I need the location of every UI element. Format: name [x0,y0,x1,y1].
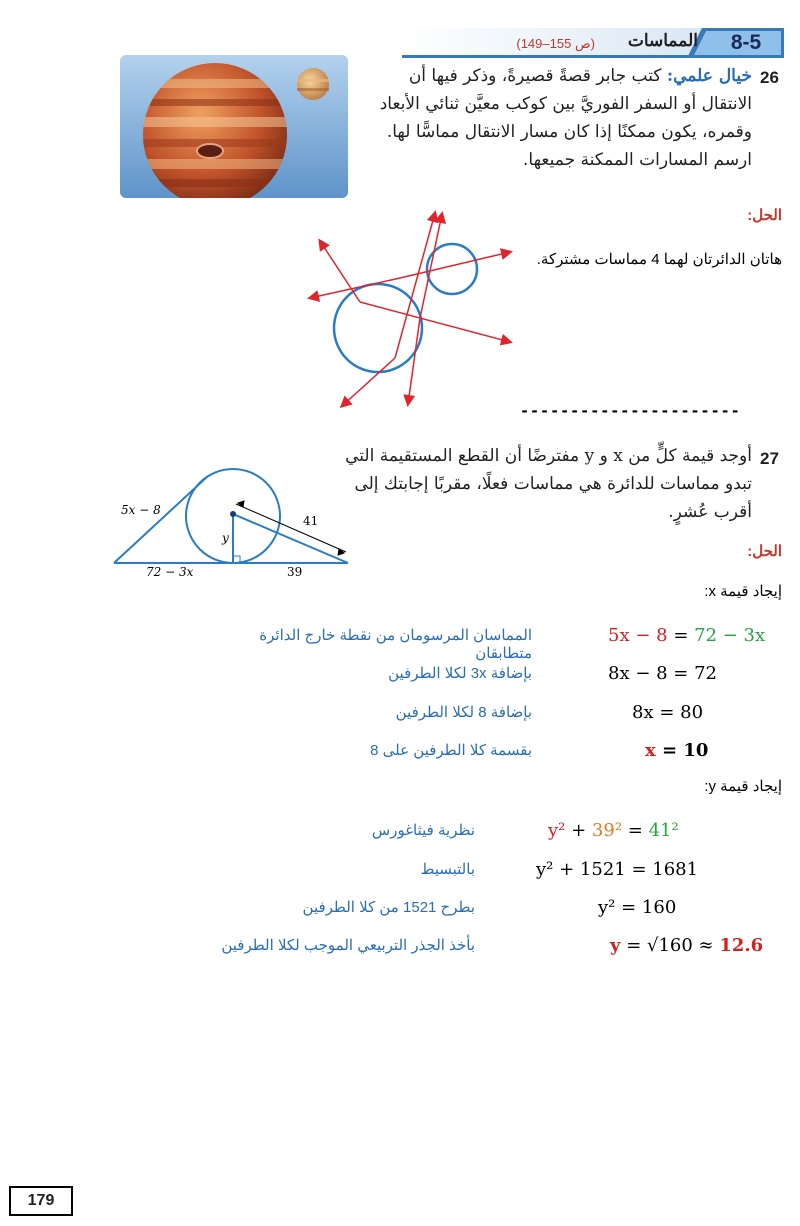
problem-27-line-1: أوجد قيمة كلٍّ من x و y مفترضًا أن القطع المستقيمة التي [345,446,752,466]
problem-27-number: 27 [760,449,779,468]
y-step-4-equation: y = √160 ≈ 12.6 [610,935,764,956]
problem-26-lead: خيال علمي: [666,66,752,86]
x-step-1-reason: المماسان المرسومان من نقطة خارج الدائرة متطابقان [259,627,532,662]
x-step-3-equation: 8x = 80 [632,702,704,723]
find-y-heading: إيجاد قيمة y: [704,778,782,795]
label-41: 41 [303,514,319,528]
problem-27-line-2: تبدو مماسات للدائرة هي مماسات فعلًا، مقربًا إجابتك إلى [354,474,752,494]
large-circle [334,284,422,372]
x-step-3-reason: بإضافة 8 لكلا الطرفين [395,704,532,721]
y-step-2-reason: بالتبسيط [420,861,475,878]
x-step-2-reason: بإضافة 3x لكلا الطرفين [388,665,532,682]
problem-26-line-3: وقمره، يكون ممكنًا إذا كان مسار الانتقال مماسًّا لها. [386,122,752,142]
x-step-1-equation: 5x − 8 = 72 − 3x [608,625,766,646]
label-39: 39 [287,565,303,578]
planet-moon-image [120,55,348,198]
problem-27-line-3: أقرب عُشرٍ. [668,502,752,522]
y-step-4-reason: بأخذ الجذر التربيعي الموجب لكلا الطرفين [221,937,475,954]
problem-26-line-1: خيال علمي: كتب جابر قصةً قصيرةً، وذكر فيها أن [408,66,752,86]
lesson-number: 8-5 [730,31,762,54]
x-step-2-equation: 8x − 8 = 72 [608,663,718,684]
problem-26-number: 26 [760,68,779,87]
right-segment [233,514,348,563]
label-5x-8: 5x − 8 [121,503,161,517]
problem-26-line-4: ارسم المسارات الممكنة جميعها. [523,150,752,170]
problem-26-text [332,62,752,174]
common-tangents-diagram [300,208,515,416]
section-separator: ---------------------- [520,402,741,420]
x-step-4-equation: x = 10 [645,740,709,761]
y-step-1-reason: نظرية فيثاغورس [371,822,475,839]
problem-27-solution-label: الحل: [747,543,782,560]
x-step-4-reason: بقسمة كلا الطرفين على 8 [370,742,532,759]
page-number: 179 [9,1186,73,1216]
left-tangent [114,476,208,563]
problem-26-solution-note: هاتان الدائرتان لهما 4 مماسات مشتركة. [536,251,782,268]
problem-27-text [332,442,752,526]
tangent-triangle-figure [104,432,362,578]
y-step-2-equation: y² + 1521 = 1681 [536,859,699,880]
problem-26-line-2: الانتقال أو السفر الفوريَّ بين كوكب معيَّن ثنائي الأبعاد [379,94,752,114]
label-72-3x: 72 − 3x [146,565,194,578]
tangent-line [320,241,360,302]
y-step-1-equation: y² + 39² = 41² [548,820,679,841]
y-step-3-equation: y² = 160 [598,897,677,918]
find-x-heading: إيجاد قيمة x: [704,583,782,600]
lesson-title: المماسات [627,31,698,50]
problem-26-solution-label: الحل: [747,207,782,224]
label-y: y [222,531,229,545]
y-step-3-reason: بطرح 1521 من كلا الطرفين [302,899,475,916]
lesson-pages: (ص 155–149) [516,36,595,51]
